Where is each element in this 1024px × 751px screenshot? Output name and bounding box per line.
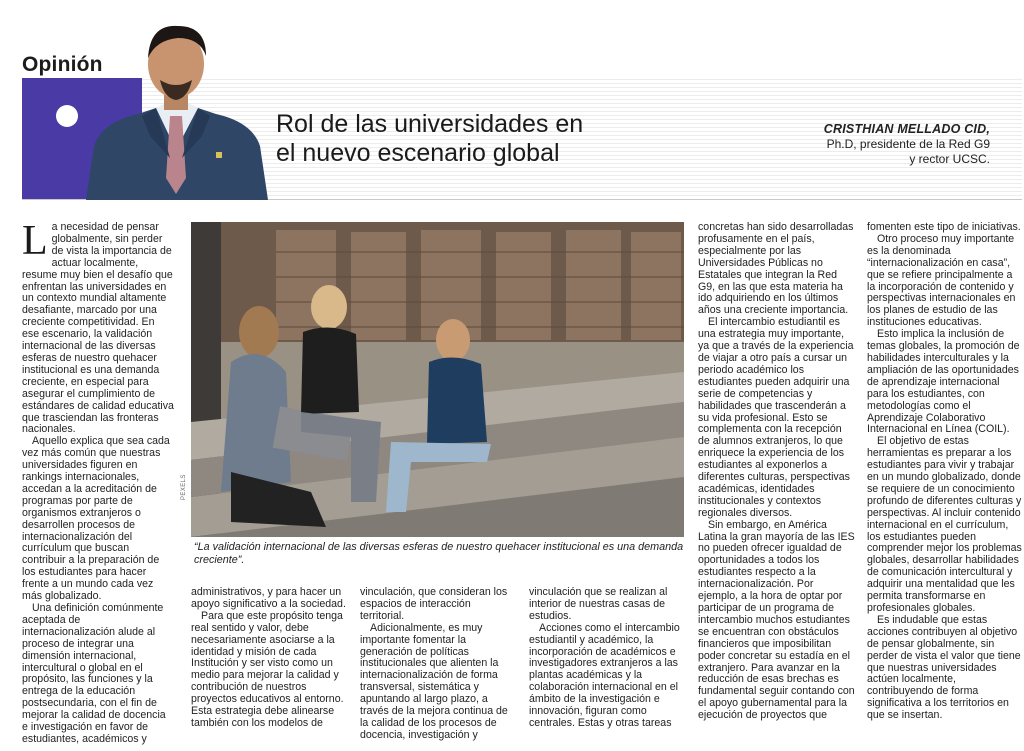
paragraph: vinculación, que consideran los espacios de interacción territorial.	[360, 586, 508, 622]
article-column-2	[191, 587, 347, 730]
paragraph: Una definición comúnmente aceptada de internacionalización alude al proceso de integrar una dimensión internacional, intercultural o global en el propósito, las funciones y la entrega de la educación postsecundaria, con el fin de mejorar la calidad de docencia e investigación en favor de estudiantes, académicos y	[22, 602, 166, 745]
paragraph: Otro proceso muy importante es la denominada “internacionalización en casa”, que se refiere principalmente a la incorporación de contenido y perspectivas internacionales en los planes de estudio de las instituciones educativas.	[867, 232, 1016, 329]
article-column-3	[360, 587, 516, 742]
author-title-1: Ph.D, presidente de la Red G9	[826, 137, 990, 151]
article-column-6	[867, 222, 1023, 722]
article-column-4	[529, 587, 685, 730]
author-portrait	[80, 18, 272, 200]
article-photo	[191, 222, 684, 537]
paragraph: administrativos, y para hacer un apoyo significativo a la sociedad.	[191, 586, 346, 610]
author-title-2: y rector UCSC.	[909, 152, 990, 166]
paragraph: vinculación que se realizan al interior de nuestras casas de estudios.	[529, 586, 668, 622]
paragraph: Aquello explica que sea cada vez más común que nuestras universidades figuren en rankings internacionales, accedan a la acreditación de programas por parte de organismos extranjeros o desarrollen procesos de internacionalización del currículum que buscan contribuir a la preparación de los estudiantes para hacer frente a un mundo cada vez más globalizado.	[22, 435, 170, 603]
photo-caption: “La validación internacional de las diversas esferas de nuestro quehacer institucional es una demanda creciente”.	[194, 541, 684, 566]
paragraph: Es indudable que estas acciones contribuyen al objetivo de pensar globalmente, sin perder de vista el valor que tiene que nuestras universidades actúen localmente, contribuyendo de forma significativa a los territorios en que se insertan.	[867, 613, 1021, 722]
paragraph: El objetivo de estas herramientas es preparar a los estudiantes para vivir y trabajar en un mundo globalizado, donde se requiere de un conocimiento profundo de diferentes culturas y perspectivas. Al incluir contenido internacional en el currículum, los estudiantes pueden comprender mejor los problemas globales, desarrollar habilidades de comunicación intercultural y adquirir una mentalidad que les permita transformarse en profesionales globales.	[867, 435, 1022, 614]
article-column-1	[22, 218, 174, 746]
photo-credit: PEXELS	[181, 474, 187, 500]
headline-line1: Rol de las universidades en	[276, 110, 584, 138]
paragraph: fomenten este tipo de iniciativas.	[867, 221, 1021, 233]
paragraph: La necesidad de pensar globalmente, sin perder de vista la importancia de actuar localmente, resume muy bien el desafío que enfrentan las universidades en un contexto mundial altamente desafiante, marcado por una creciente competitividad. En ese escenario, la validación internacional de las diversas esferas de nuestro quehacer institucional es una demanda creciente, en especial para asegurar el cumplimiento de estándares de calidad educativa que trasciendan las fronteras nacionales.	[22, 218, 174, 436]
headline	[276, 110, 696, 168]
paragraph: Sin embargo, en América Latina la gran mayoría de las IES no pueden ofrecer igualdad de oportunidades a todos los estudiantes respecto a la internacionalización. Por ejemplo, a la hora de optar por participar de un programa de intercambio muchos estudiantes se encuentran con obstáculos financieros que imposibilitan poder concretar su estadía en el extranjero. Para avanzar en la reducción de esas brechas es fundamental seguir contando con el apoyo gubernamental para la ejecución de proyectos que	[698, 518, 855, 722]
paragraph: Para que este propósito tenga real sentido y valor, debe necesariamente asociarse a la identidad y misión de cada Institución y ser visto como un medio para mejorar la calidad y contribución de nuestros proyectos educativos al entorno. Esta estrategia debe alinearse también con los modelos de	[191, 609, 344, 729]
paragraph: Adicionalmente, es muy importante fomentar la generación de políticas institucionales que alienten la internacionalización de forma transversal, sistemática y apuntando al largo plazo, a través de la mejora continua de la calidad de los procesos de docencia, investigación y	[360, 621, 508, 741]
paragraph: El intercambio estudiantil es una estrategia muy importante, ya que a través de la experiencia de viajar a otro país a cursar un periodo académico los estudiantes pueden adquirir una serie de competencias y habilidades que trascenderán a su vida profesional. Esto se complementa con la recepción de alumnos extranjeros, lo que enriquece la experiencia de los estudiantes al exponerlos a diferentes culturas, perspectivas académicas, identidades institucionales y contextos regionales diversos.	[698, 316, 854, 519]
headline-line2: el nuevo escenario global	[276, 139, 560, 167]
paragraph: Esto implica la inclusión de temas globales, la promoción de habilidades interculturales y la ampliación de las oportunidades de aprendizaje internacional para los estudiantes, con metodologías como el Aprendizaje Colaborativo Internacional en Línea (COIL).	[867, 328, 1020, 436]
article-column-5	[698, 222, 856, 722]
paragraph: concretas han sido desarrolladas profusamente en el país, especialmente por las Universidades Públicas no Estatales que integran la Red G9, en las que esta materia ha ido adquiriendo en los últimos años una creciente importancia.	[698, 221, 854, 317]
author-byline	[824, 122, 990, 167]
author-name: CRISTHIAN MELLADO CID,	[823, 122, 990, 136]
drop-cap: L	[22, 218, 48, 264]
section-label: Opinión	[22, 53, 103, 76]
paragraph: Acciones como el intercambio estudiantil y académico, la incorporación de académicos e investigadores extranjeros a las plantas académicas y la colaboración internacional en el ámbito de la investigación e innovación, figuran como centrales. Estas y otras tareas	[529, 621, 680, 729]
circle-decoration	[56, 105, 78, 127]
